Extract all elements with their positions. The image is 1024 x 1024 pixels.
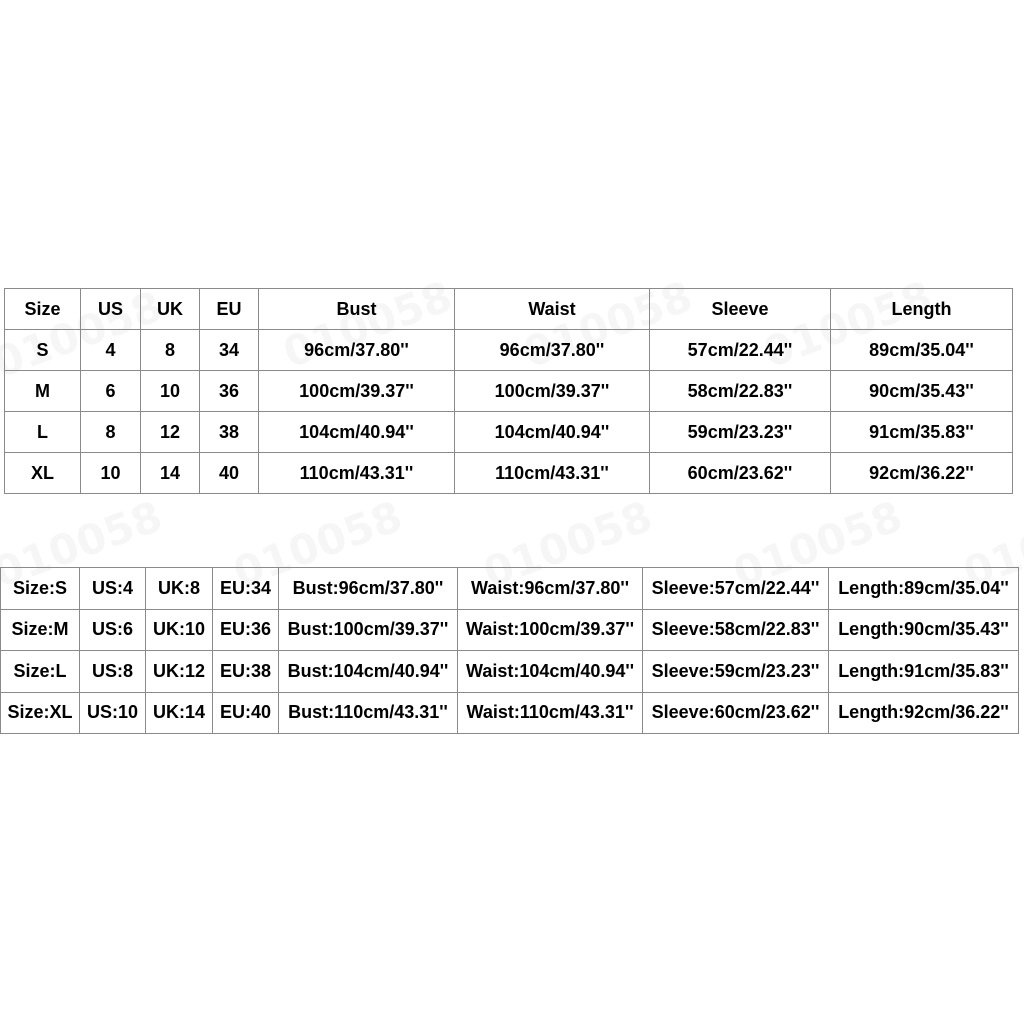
- table-row: [1, 692, 1019, 734]
- size-chart-table: [4, 288, 1013, 494]
- table-cell: 104cm/40.94'': [259, 412, 455, 453]
- table-cell: UK:12: [146, 651, 213, 693]
- table-row: [5, 453, 1013, 494]
- table-cell: 10: [141, 371, 200, 412]
- table-cell: Bust:100cm/39.37'': [279, 609, 458, 651]
- table-cell: US:10: [80, 692, 146, 734]
- table-cell: XL: [5, 453, 81, 494]
- table-cell: Bust:104cm/40.94'': [279, 651, 458, 693]
- table-cell: Waist:110cm/43.31'': [458, 692, 643, 734]
- table-cell: 4: [81, 330, 141, 371]
- table-cell: 6: [81, 371, 141, 412]
- column-header: UK: [141, 289, 200, 330]
- table-cell: Sleeve:60cm/23.62'': [643, 692, 829, 734]
- table-cell: 8: [141, 330, 200, 371]
- table-cell: UK:10: [146, 609, 213, 651]
- table-cell: 110cm/43.31'': [455, 453, 650, 494]
- table-cell: US:8: [80, 651, 146, 693]
- table-cell: Bust:96cm/37.80'': [279, 568, 458, 610]
- table-cell: 38: [200, 412, 259, 453]
- table-cell: 8: [81, 412, 141, 453]
- table-cell: Length:90cm/35.43'': [829, 609, 1019, 651]
- column-header: Bust: [259, 289, 455, 330]
- table-cell: EU:38: [213, 651, 279, 693]
- table-cell: Size:XL: [1, 692, 80, 734]
- table-cell: Sleeve:58cm/22.83'': [643, 609, 829, 651]
- table-cell: Size:M: [1, 609, 80, 651]
- table-cell: Size:L: [1, 651, 80, 693]
- table-cell: 40: [200, 453, 259, 494]
- table-cell: EU:40: [213, 692, 279, 734]
- table-cell: 58cm/22.83'': [650, 371, 831, 412]
- table-cell: 12: [141, 412, 200, 453]
- table-cell: 60cm/23.62'': [650, 453, 831, 494]
- table-row: [5, 371, 1013, 412]
- table-cell: 100cm/39.37'': [259, 371, 455, 412]
- column-header: Waist: [455, 289, 650, 330]
- table-cell: US:4: [80, 568, 146, 610]
- table-cell: 92cm/36.22'': [831, 453, 1013, 494]
- column-header: US: [81, 289, 141, 330]
- table-cell: US:6: [80, 609, 146, 651]
- table-row: [5, 412, 1013, 453]
- column-header: EU: [200, 289, 259, 330]
- table-cell: 10: [81, 453, 141, 494]
- table-cell: EU:36: [213, 609, 279, 651]
- table-cell: 36: [200, 371, 259, 412]
- column-header: Sleeve: [650, 289, 831, 330]
- table-cell: UK:8: [146, 568, 213, 610]
- table-row: [1, 651, 1019, 693]
- column-header: Length: [831, 289, 1013, 330]
- table-cell: 96cm/37.80'': [455, 330, 650, 371]
- table-cell: L: [5, 412, 81, 453]
- table-cell: Length:91cm/35.83'': [829, 651, 1019, 693]
- table-header-row: [5, 289, 1013, 330]
- table-cell: UK:14: [146, 692, 213, 734]
- table-row: [1, 568, 1019, 610]
- size-chart-labeled-table: [0, 567, 1019, 734]
- table-cell: 14: [141, 453, 200, 494]
- table-cell: 59cm/23.23'': [650, 412, 831, 453]
- table-cell: 90cm/35.43'': [831, 371, 1013, 412]
- table-cell: Waist:104cm/40.94'': [458, 651, 643, 693]
- table-cell: 91cm/35.83'': [831, 412, 1013, 453]
- table-row: [5, 330, 1013, 371]
- table-cell: 89cm/35.04'': [831, 330, 1013, 371]
- table-cell: S: [5, 330, 81, 371]
- table-cell: Waist:100cm/39.37'': [458, 609, 643, 651]
- table-cell: M: [5, 371, 81, 412]
- table-cell: 104cm/40.94'': [455, 412, 650, 453]
- table-cell: 57cm/22.44'': [650, 330, 831, 371]
- table-cell: Length:92cm/36.22'': [829, 692, 1019, 734]
- table-cell: 96cm/37.80'': [259, 330, 455, 371]
- table-cell: Size:S: [1, 568, 80, 610]
- table-row: [1, 609, 1019, 651]
- table-cell: 110cm/43.31'': [259, 453, 455, 494]
- table-cell: Waist:96cm/37.80'': [458, 568, 643, 610]
- table-cell: Sleeve:59cm/23.23'': [643, 651, 829, 693]
- table-cell: Length:89cm/35.04'': [829, 568, 1019, 610]
- table-cell: Bust:110cm/43.31'': [279, 692, 458, 734]
- table-cell: 34: [200, 330, 259, 371]
- table-cell: Sleeve:57cm/22.44'': [643, 568, 829, 610]
- table-cell: 100cm/39.37'': [455, 371, 650, 412]
- table-cell: EU:34: [213, 568, 279, 610]
- column-header: Size: [5, 289, 81, 330]
